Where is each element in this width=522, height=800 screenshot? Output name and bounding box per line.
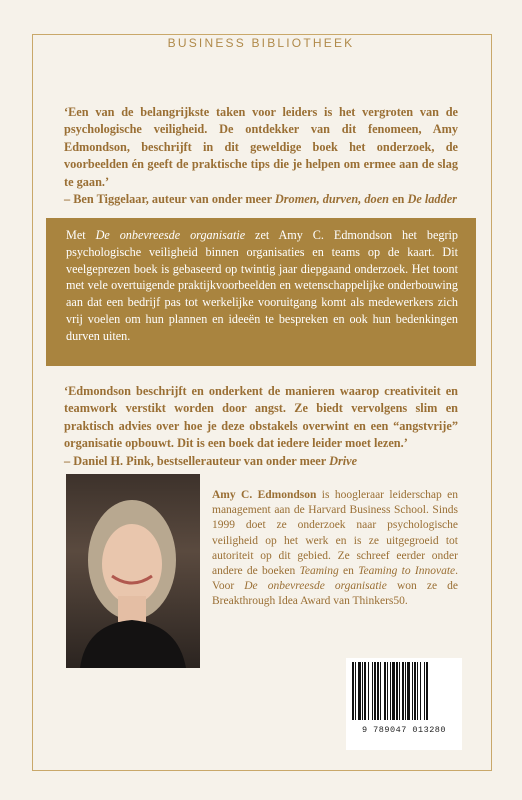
summary-text: Met De onbevreesde organisatie zet Amy C. Edmondson het begrip psychologische veiligheid binnen organisaties en teams op de kaart. Dit veelgeprezen boek is gebaseerd op twintig jaar diepgaand onderzoek. Het toont met vele overtuigende praktijkvoorbeelden en wetenschappelijke onderbouwing aan dat een bedrijf pas tot werkelijke vooruitgang komt als medewerkers zich vrij voelen om hun plannen en ideeën te bespreken en ook hun bedenkingen durven uiten. <box>66 228 458 343</box>
quote-2-attribution: – Daniel H. Pink, bestsellerauteur van onder meer Drive <box>64 453 358 468</box>
author-photo <box>66 474 200 668</box>
endorsement-quote-2 <box>64 383 458 470</box>
barcode <box>346 658 462 750</box>
quote-1-attribution: – Ben Tiggelaar, auteur van onder meer Dromen, durven, doen en De ladder <box>64 192 457 207</box>
barcode-bars <box>346 658 462 724</box>
isbn-digits: 9 789047 013280 <box>361 725 446 735</box>
author-bio: Amy C. Edmondson is hoogleraar leiderschap en management aan de Harvard Business School. Sinds 1999 doet ze onderzoek naar psychologische veiligheid op het werk en is ze uitgegroeid tot autoriteit op dit gebied. Ze schreef eerder onder andere de boeken Teaming en Teaming to Innovate. Voor De onbevreesde organisatie won ze de Breakthrough Idea Award van Thinkers50. <box>212 489 459 608</box>
endorsement-quote-1 <box>64 104 458 208</box>
series-label: BUSINESS BIBLIOTHEEK <box>0 36 522 50</box>
quote-1-text: ‘Een van de belangrijkste taken voor leiders is het vergroten van de psychologische veiligheid. De ontdekker van dit fenomeen, Amy Edmondson, beschrijft in dit geweldige boek het onderzoek, de voorbeelden én geeft de praktische tips die je helpen om ermee aan de slag te gaan.’ <box>64 105 458 189</box>
quote-2-text: ‘Edmondson beschrijft en onderkent de manieren waarop creativiteit en teamwork verstikt worden door angst. Ze biedt vervolgens slim en praktisch advies over hoe je deze obstakels overwint en een “angstvrije” organisatie opbouwt. Dit is een boek dat iedere leider moet lezen.’ <box>64 384 458 451</box>
